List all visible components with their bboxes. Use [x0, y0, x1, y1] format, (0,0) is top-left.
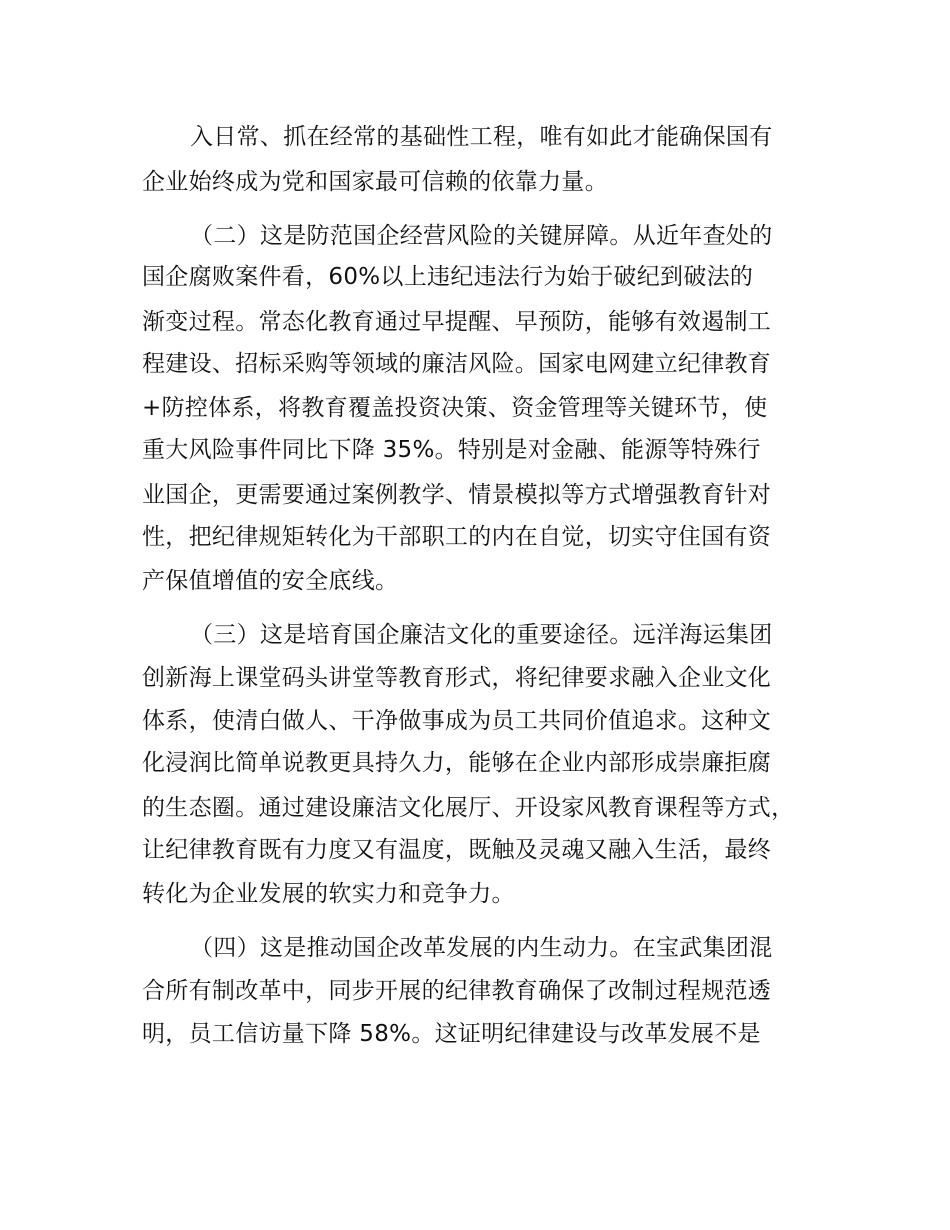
text-line: +防控体系，将教育覆盖投资决策、资金管理等关键环节，使	[142, 395, 768, 421]
paragraph-heading-4: （四）这是推动国企改革发展的内生动力。在宝武集团混	[190, 935, 773, 961]
paragraph-heading-3: （三）这是培育国企廉洁文化的重要途径。远洋海运集团	[190, 622, 773, 648]
text-line: 体系，使清白做人、干净做事成为员工共同价值追求。这种文	[142, 708, 772, 734]
text-line: 渐变过程。常态化教育通过早提醒、早预防，能够有效遏制工	[142, 309, 772, 335]
text-line: 明，员工信访量下降 58%。这证明纪律建设与改革发展不是	[142, 1021, 761, 1047]
text-line: 化浸润比简单说教更具持久力，能够在企业内部形成崇廉拒腐	[142, 750, 772, 776]
text-line: 企业始终成为党和国家最可信赖的依靠力量。	[142, 169, 608, 195]
text-line: 产保值增值的安全底线。	[142, 568, 399, 594]
text-line: 的生态圈。通过建设廉洁文化展厅、开设家风教育课程等方式，	[142, 795, 795, 821]
text-line: 创新海上课堂码头讲堂等教育形式，将纪律要求融入企业文化	[142, 665, 772, 691]
text-line: 国企腐败案件看，60%以上违纪违法行为始于破纪到破法的	[142, 264, 754, 290]
text-line: 入日常、抓在经常的基础性工程，唯有如此才能确保国有	[190, 124, 773, 150]
text-line: 程建设、招标采购等领域的廉洁风险。国家电网建立纪律教育	[142, 351, 772, 377]
text-line: 重大风险事件同比下降 35%。特别是对金融、能源等特殊行	[142, 437, 761, 463]
text-line: 让纪律教育既有力度又有温度，既触及灵魂又融入生活，最终	[142, 837, 772, 863]
text-line: 转化为企业发展的软实力和竞争力。	[142, 881, 515, 907]
paragraph-heading-2: （二）这是防范国企经营风险的关键屏障。从近年查处的	[190, 223, 773, 249]
text-line: 合所有制改革中，同步开展的纪律教育确保了改制过程规范透	[142, 978, 772, 1004]
text-line: 性，把纪律规矩转化为干部职工的内在自觉，切实守住国有资	[142, 524, 772, 550]
text-line: 业国企，更需要通过案例教学、情景模拟等方式增强教育针对	[142, 482, 772, 508]
